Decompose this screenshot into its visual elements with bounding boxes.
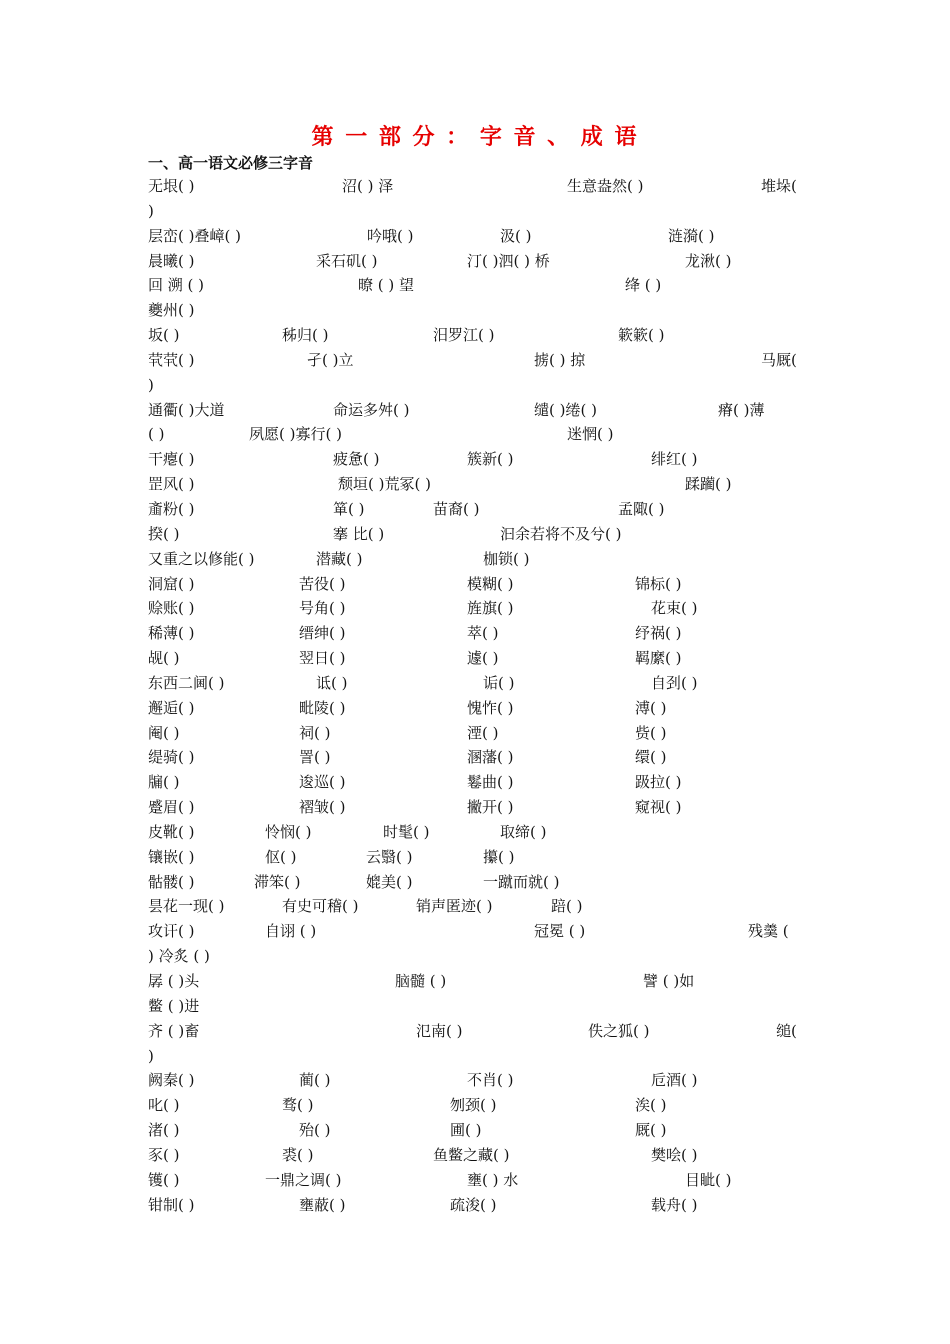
vocab-row	[148, 1168, 804, 1193]
vocab-entry: 缳( )	[635, 748, 667, 767]
vocab-row	[148, 1019, 804, 1044]
vocab-entry: 氾南( )	[416, 1021, 463, 1040]
vocab-entry: 一蹴而就( )	[483, 872, 560, 891]
vocabulary-list	[148, 174, 804, 1217]
vocab-entry: 豕( )	[148, 1145, 180, 1164]
vocab-entry: 掳( ) 掠	[534, 350, 586, 369]
vocab-row	[148, 174, 804, 199]
vocab-entry: 搴 比( )	[333, 524, 385, 543]
vocab-entry: 脑髓 ( )	[395, 972, 447, 990]
vocab-entry: 目眦( )	[685, 1170, 732, 1189]
vocab-entry: 干瘪( )	[148, 450, 195, 469]
vocab-entry: 又重之以修能( )	[148, 549, 255, 568]
vocab-entry: 缒(	[776, 1021, 797, 1040]
vocab-entry: 溷藩( )	[467, 748, 514, 767]
vocab-entry: 有史可稽( )	[282, 897, 359, 916]
vocab-entry: 一鼎之调( )	[265, 1170, 342, 1189]
vocab-row	[148, 894, 804, 919]
vocab-entry: 簇新( )	[467, 450, 514, 469]
vocab-entry: 毗陵( )	[299, 698, 346, 717]
vocab-row	[148, 298, 804, 323]
vocab-entry: 汩余若将不及兮( )	[500, 524, 622, 543]
vocab-row	[148, 547, 804, 572]
vocab-row	[148, 696, 804, 721]
vocab-row	[148, 596, 804, 621]
vocab-entry: 回 溯 ( )	[148, 276, 205, 295]
vocab-entry: 刎颈( )	[450, 1096, 497, 1115]
vocab-entry: 绯红( )	[651, 450, 698, 469]
vocab-entry: 阙秦( )	[148, 1071, 195, 1090]
vocab-entry: 涟漪( )	[668, 226, 715, 245]
vocab-entry: 孱 ( )头	[148, 972, 200, 990]
vocab-row	[148, 199, 804, 224]
vocab-entry: 圃( )	[450, 1121, 482, 1140]
vocab-entry: 潜藏( )	[316, 549, 363, 568]
vocab-row	[148, 1143, 804, 1168]
vocab-row	[148, 273, 804, 298]
vocab-entry: 昙花一现( )	[148, 897, 225, 916]
vocab-entry: 邂逅( )	[148, 698, 195, 717]
vocab-entry: 取缔( )	[500, 822, 547, 841]
vocab-row	[148, 721, 804, 746]
vocab-entry: 骛( )	[282, 1096, 314, 1115]
vocab-entry: 夙愿( )寡行( )	[249, 425, 342, 444]
vocab-row	[148, 249, 804, 274]
vocab-entry: 沼( ) 泽	[342, 177, 394, 195]
vocab-entry: 自刭( )	[651, 673, 698, 692]
vocab-entry: 晨曦( )	[148, 251, 195, 270]
vocab-entry: 堆垛(	[761, 177, 797, 195]
vocab-entry: 裘( )	[282, 1145, 314, 1164]
vocab-entry: 踣( )	[551, 897, 583, 916]
vocab-row	[148, 919, 804, 944]
vocab-entry: 旌旗( )	[467, 599, 514, 618]
vocab-entry: 骷髅( )	[148, 872, 195, 891]
vocab-entry: 遽( )	[467, 649, 499, 668]
vocab-entry: 自诩 ( )	[265, 922, 317, 941]
vocab-row	[148, 398, 804, 423]
vocab-row	[148, 820, 804, 845]
vocab-entry: 鬈曲( )	[467, 773, 514, 792]
vocab-entry: 疏浚( )	[450, 1195, 497, 1214]
vocab-entry: 滞笨( )	[254, 872, 301, 891]
vocab-entry: 汨罗江( )	[433, 326, 495, 345]
vocab-entry: 觇( )	[148, 649, 180, 668]
vocab-entry: 樊哙( )	[651, 1145, 698, 1164]
vocab-entry: 东西二阃( )	[148, 673, 225, 692]
vocab-entry: 殆( )	[299, 1121, 331, 1140]
vocab-row	[148, 870, 804, 895]
vocab-entry: 卮酒( )	[651, 1071, 698, 1090]
vocab-entry: 模糊( )	[467, 574, 514, 593]
vocab-entry: 汲( )	[500, 226, 532, 245]
vocab-row	[148, 522, 804, 547]
vocab-entry: 镬( )	[148, 1170, 180, 1189]
vocab-entry: 湮( )	[467, 723, 499, 742]
vocab-entry: 苗裔( )	[433, 499, 480, 518]
vocab-entry: 暸 ( ) 望	[358, 276, 415, 295]
vocab-entry: 通衢( )大道	[148, 400, 225, 419]
vocab-row	[148, 795, 804, 820]
vocab-entry: 采石矶( )	[316, 251, 378, 270]
vocab-entry: 渚( )	[148, 1121, 180, 1140]
vocab-entry: ) 冷炙 ( )	[148, 947, 210, 966]
vocab-entry: 攥( )	[483, 847, 515, 866]
vocab-entry: 夔州( )	[148, 301, 195, 320]
vocab-entry: 颓垣( )荒冢( )	[338, 475, 431, 494]
vocab-entry: 吟哦( )	[367, 226, 414, 245]
vocab-entry: 叱( )	[148, 1096, 180, 1115]
vocab-entry: )	[148, 1046, 154, 1065]
vocab-row	[148, 994, 804, 1019]
vocab-entry: 蔺( )	[299, 1071, 331, 1090]
vocab-entry: 马厩(	[761, 350, 797, 369]
vocab-row	[148, 224, 804, 249]
vocab-row	[148, 1068, 804, 1093]
vocab-row	[148, 422, 804, 447]
vocab-entry: 媲美( )	[366, 872, 413, 891]
vocab-entry: 缱( )绻( )	[534, 400, 597, 419]
vocab-entry: 羁縻( )	[635, 649, 682, 668]
vocab-entry: 销声匿迹( )	[416, 897, 493, 916]
vocab-entry: 命运多舛( )	[333, 400, 410, 419]
vocab-entry: 怜悯( )	[265, 822, 312, 841]
vocab-row	[148, 373, 804, 398]
vocab-entry: 鱼鳖之藏( )	[433, 1145, 510, 1164]
vocab-entry: 诟( )	[483, 673, 515, 692]
vocab-entry: 溥( )	[635, 698, 667, 717]
vocab-entry: 祠( )	[299, 723, 331, 742]
vocab-row	[148, 944, 804, 969]
vocab-entry: 撇开( )	[467, 798, 514, 817]
vocab-entry: 伛( )	[265, 847, 297, 866]
vocab-entry: 簌簌( )	[618, 326, 665, 345]
vocab-entry: 詈( )	[299, 748, 331, 767]
vocab-entry: 涘( )	[635, 1096, 667, 1115]
vocab-entry: 箪( )	[333, 499, 365, 518]
vocab-row	[148, 770, 804, 795]
vocab-entry: )	[148, 375, 154, 394]
vocab-row	[148, 969, 804, 994]
vocab-entry: 翌日( )	[299, 649, 346, 668]
vocab-row	[148, 646, 804, 671]
vocab-entry: ( )	[148, 425, 165, 444]
vocab-entry: 层峦( )叠嶂( )	[148, 226, 241, 245]
vocab-entry: 花束( )	[651, 599, 698, 618]
vocab-entry: 纾祸( )	[635, 624, 682, 643]
vocab-entry: 坂( )	[148, 326, 180, 345]
vocab-entry: 苦役( )	[299, 574, 346, 593]
vocab-entry: 萃( )	[467, 624, 499, 643]
vocab-entry: 秭归( )	[282, 326, 329, 345]
vocab-entry: 赊账( )	[148, 599, 195, 618]
vocab-entry: 牖( )	[148, 773, 180, 792]
vocab-row	[148, 745, 804, 770]
vocab-entry: 齑粉( )	[148, 499, 195, 518]
vocab-entry: 锦标( )	[635, 574, 682, 593]
vocab-entry: 壅蔽( )	[299, 1195, 346, 1214]
vocab-entry: 揆( )	[148, 524, 180, 543]
vocab-entry: 皮靴( )	[148, 822, 195, 841]
vocab-entry: 窥视( )	[635, 798, 682, 817]
vocab-row	[148, 497, 804, 522]
page-title: 第 一 部 分 ： 字 音 、 成 语	[311, 124, 639, 150]
vocab-entry: 钳制( )	[148, 1195, 195, 1214]
vocab-row	[148, 621, 804, 646]
vocab-entry: 疲惫( )	[333, 450, 380, 469]
vocab-row	[148, 1044, 804, 1069]
vocab-entry: )	[148, 201, 154, 220]
vocab-entry: 孟陬( )	[618, 499, 665, 518]
vocab-entry: 蹂躏( )	[685, 475, 732, 494]
vocab-entry: 佚之狐( )	[588, 1021, 650, 1040]
vocab-entry: 厩( )	[635, 1121, 667, 1140]
vocab-entry: 逡巡( )	[299, 773, 346, 792]
vocab-row	[148, 1093, 804, 1118]
section-heading: 一、高一语文必修三字音	[148, 154, 314, 172]
vocab-row	[148, 1193, 804, 1218]
vocab-entry: 迷惘( )	[567, 425, 614, 444]
vocab-entry: 稀薄( )	[148, 624, 195, 643]
vocab-row	[148, 1118, 804, 1143]
vocab-row	[148, 472, 804, 497]
vocab-entry: 汀( )泗( ) 桥	[467, 251, 550, 270]
vocab-row	[148, 572, 804, 597]
vocab-row	[148, 845, 804, 870]
vocab-entry: 枷锁( )	[483, 549, 530, 568]
vocab-entry: 绛 ( )	[625, 276, 662, 295]
vocab-entry: 罡风( )	[148, 475, 195, 494]
vocab-entry: 无垠( )	[148, 177, 195, 195]
vocab-entry: 愧怍( )	[467, 698, 514, 717]
vocab-entry: 镶嵌( )	[148, 847, 195, 866]
vocab-entry: 蹙眉( )	[148, 798, 195, 817]
vocab-entry: 冠冕 ( )	[534, 922, 586, 941]
vocab-entry: 褶皱( )	[299, 798, 346, 817]
vocab-entry: 齐 ( )畜	[148, 1021, 200, 1040]
vocab-entry: 号角( )	[299, 599, 346, 618]
vocab-entry: 鳖 ( )进	[148, 996, 200, 1015]
vocab-entry: 生意盎然( )	[567, 177, 644, 195]
vocab-entry: 譬 ( )如	[643, 972, 695, 990]
vocab-row	[148, 671, 804, 696]
vocab-entry: 壅( ) 水	[467, 1170, 519, 1189]
vocab-entry: 诋( )	[316, 673, 348, 692]
vocab-entry: 瘠( )薄	[718, 400, 765, 419]
vocab-entry: 不肖( )	[467, 1071, 514, 1090]
vocab-entry: 残羹 (	[748, 922, 789, 941]
vocab-entry: 茕茕( )	[148, 350, 195, 369]
vocab-row	[148, 447, 804, 472]
vocab-entry: 洞窟( )	[148, 574, 195, 593]
vocab-row	[148, 323, 804, 348]
vocab-entry: 云翳( )	[366, 847, 413, 866]
vocab-entry: 缇骑( )	[148, 748, 195, 767]
vocab-entry: 赀( )	[635, 723, 667, 742]
vocab-entry: 缙绅( )	[299, 624, 346, 643]
vocab-row	[148, 348, 804, 373]
vocab-entry: 时髦( )	[383, 822, 430, 841]
vocab-entry: 龙湫( )	[685, 251, 732, 270]
vocab-entry: 孑( )立	[307, 350, 354, 369]
vocab-entry: 阉( )	[148, 723, 180, 742]
vocab-entry: 载舟( )	[651, 1195, 698, 1214]
vocab-entry: 攻讦( )	[148, 922, 195, 941]
vocab-entry: 趿拉( )	[635, 773, 682, 792]
